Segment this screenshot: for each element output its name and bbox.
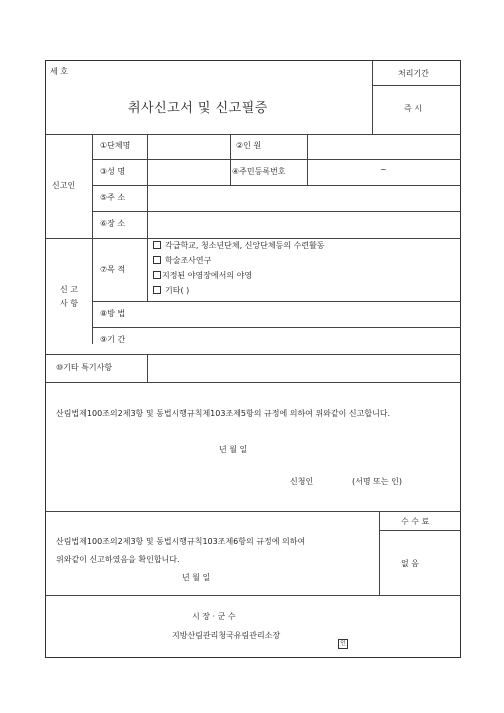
fee-label: 수 수 료	[401, 517, 430, 526]
name-label: ③성 명	[100, 167, 126, 176]
form-number-label: 세 호	[50, 67, 68, 76]
checkbox[interactable]	[153, 256, 161, 264]
resident-no-value: ~	[380, 165, 387, 174]
checkbox[interactable]	[153, 241, 161, 249]
certificate-text-line2: 위와같이 신고하였음을 확인합니다.	[56, 555, 180, 564]
venue-label: ⑥장 소	[100, 219, 126, 228]
period-label: ⑨기 간	[100, 335, 126, 344]
method-label: ⑧방 법	[100, 309, 126, 318]
headcount-label: ②인 원	[236, 141, 262, 150]
fee-value: 없 음	[401, 559, 419, 568]
signature-hint: (서명 또는 인)	[352, 477, 402, 486]
purpose-option[interactable]: 학술조사연구	[153, 256, 325, 266]
purpose-options	[153, 241, 325, 296]
seal-mark: 인	[334, 630, 348, 649]
issuer-name: 지방산림관리청국유림관리소장	[172, 631, 281, 640]
purpose-option[interactable]: 각급학교, 청소년단체, 신앙단체등의 수련활동	[153, 241, 325, 251]
declaration-date: 년 월 일	[219, 445, 248, 454]
authority-title: 시 장 · 군 수	[192, 612, 236, 621]
report-form	[45, 60, 461, 658]
purpose-option[interactable]: 지정된 야영장에서의 야영	[153, 271, 325, 281]
applicant-section-label: 신고인	[52, 181, 76, 190]
other-notes-label: ⑩기타 특기사항	[56, 363, 113, 372]
address-label: ⑤주 소	[100, 193, 126, 202]
checkbox[interactable]	[153, 271, 161, 279]
group-name-label: ①단체명	[100, 141, 131, 150]
applicant-label: 신청인	[290, 477, 314, 486]
processing-period-label: 처리기간	[398, 69, 429, 78]
certificate-date: 년 월 일	[182, 573, 211, 582]
page-title: 취사신고서 및 신고필증	[128, 101, 268, 116]
purpose-option[interactable]: 기타( )	[153, 286, 325, 296]
report-section-label: 신 고 사 항	[60, 285, 78, 308]
resident-no-label: ④주민등록번호	[232, 167, 286, 176]
declaration-text: 산림법제100조의2제3항 및 동법시행규칙제103조제5항의 규정에 의하여 위와같이 신고합니다.	[56, 409, 391, 418]
certificate-text-line1: 산림법제100조의2제3항 및 동법시행규칙103조제6항의 규정에 의하여	[56, 537, 306, 546]
checkbox[interactable]	[153, 286, 161, 294]
processing-period-value: 즉 시	[404, 104, 422, 113]
purpose-label: ⑦목 적	[100, 265, 126, 274]
